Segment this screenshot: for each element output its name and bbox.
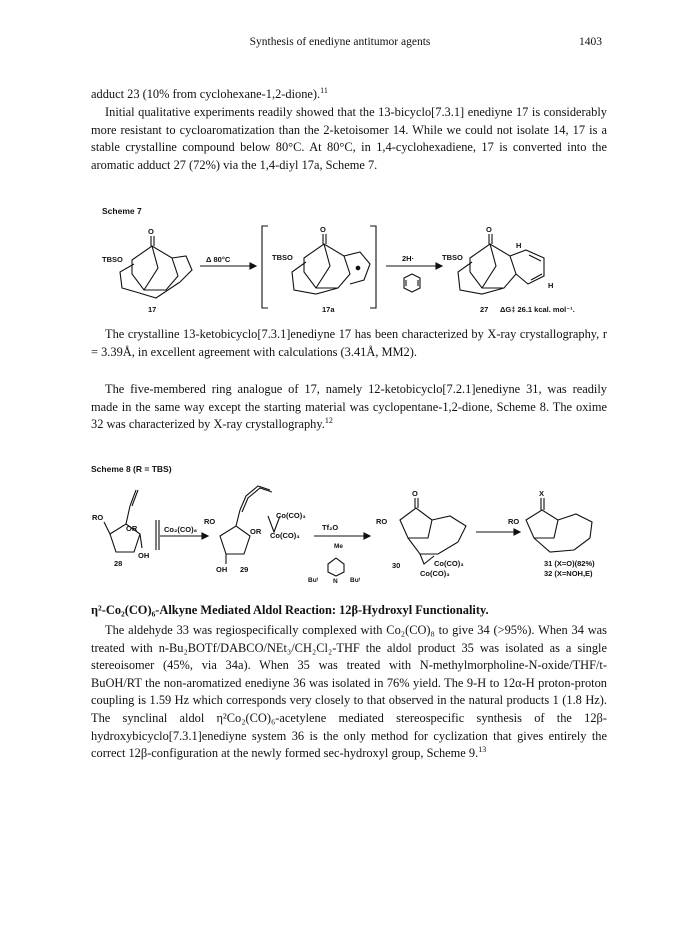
structure-28: [104, 490, 142, 552]
para2-text: Initial qualitative experiments readily showed that the 13-bicyclo[7.3.1] enediyne 17 is considerably more resistant to cycloaromatization than the 2-ketoisomer 14. While we could not isolate 14, 17 is a stable crystalline compound below 80°C. At 80°C, in 1,4-cyclohexadiene, 17 is converted into the aromatic adduct 27 (72%) via the 1,4-diyl 17a, Scheme 7.: [91, 105, 607, 172]
s7-h-top: H: [516, 241, 522, 250]
section-heading: η²-Co₂(CO)₆-Alkyne Mediated Aldol Reaction: 12β-Hydroxyl Functionality.: [91, 603, 489, 617]
s7-compound-17: 17: [148, 305, 157, 314]
paragraph-adduct: [91, 86, 607, 104]
s8-ro-29: RO: [204, 517, 216, 526]
s8-ro-31: RO: [508, 517, 520, 526]
s8-compound-32: 32 (X=NOH,E): [544, 569, 593, 578]
structure-17: [120, 236, 192, 298]
page-number: 1403: [579, 36, 602, 48]
s7-h-bottom: H: [548, 281, 554, 290]
s8-ro-30: RO: [376, 517, 388, 526]
scheme7-label: Scheme 7: [102, 206, 142, 216]
s7-bracket-right: [370, 226, 376, 308]
s7-tbso-17: TBSO: [102, 255, 123, 264]
s8-coco3-29a: Co(CO)₃: [276, 511, 306, 520]
s7-compound-17a: 17a: [322, 305, 335, 314]
s8-compound-29: 29: [240, 565, 249, 574]
paragraph-crystal-structure: [91, 326, 607, 361]
paragraph-initial-experiments: [91, 104, 607, 174]
structure-30: [400, 498, 466, 564]
s7-condition-heat: Δ 80°C: [206, 255, 231, 264]
s8-coco3-30a: Co(CO)₃: [434, 559, 464, 568]
s8-pyridine-base: [328, 558, 344, 576]
s8-tbu-left: Buᵗ: [308, 577, 319, 584]
s7-oxo-27: O: [486, 225, 492, 234]
reference-13: 13: [478, 745, 487, 755]
structure-31-32: [526, 498, 592, 552]
running-title: Synthesis of enediyne antitumor agents: [249, 36, 431, 48]
reference-12: 12: [324, 416, 333, 426]
s7-oxo-17: O: [148, 227, 154, 236]
scheme8-diagram: [90, 476, 610, 592]
s8-oh-28: OH: [138, 551, 150, 560]
s7-tbso-17a: TBSO: [272, 253, 293, 262]
s8-coco3-30b: Co(CO)₃: [420, 569, 450, 578]
paragraph-aldol: [91, 622, 607, 763]
s8-or-29: OR: [250, 527, 262, 536]
s8-or-28: OR: [126, 524, 138, 533]
s8-compound-28: 28: [114, 559, 123, 568]
s7-arrowhead-2: [436, 263, 442, 269]
s8-ro-28: RO: [92, 513, 104, 522]
s8-coco3-29b: Co(CO)₃: [270, 531, 300, 540]
s8-x: X: [539, 489, 545, 498]
structure-27: [458, 234, 544, 294]
scheme8-label: Scheme 8 (R = TBS): [91, 464, 172, 474]
s7-tbso-27: TBSO: [442, 253, 463, 262]
s8-compound-31: 31 (X=O)(82%): [544, 559, 595, 568]
s7-activation-energy: ΔG‡ 26.1 kcal. mol⁻¹.: [500, 305, 575, 314]
para3-text: The crystalline 13-ketobicyclo[7.3.1]enediyne 17 has been characterized by X-ray crystallography, r = 3.39Å, in excellent agreement with calculations (3.41Å, MM2).: [91, 327, 607, 359]
structure-29: [220, 486, 272, 564]
s7-arrowhead-1: [250, 263, 256, 269]
s8-nitrogen: N: [333, 578, 338, 585]
s8-tbu-right: Buᵗ: [350, 577, 361, 584]
s8-reagent-tf2o: Tf₂O: [322, 523, 339, 532]
adduct-line: adduct 23 (10% from cyclohexane-1,2-dione).: [91, 87, 321, 101]
s7-compound-27: 27: [480, 305, 489, 314]
s7-oxo-17a: O: [320, 225, 326, 234]
paragraph-five-membered: [91, 381, 607, 434]
structure-17a: [292, 234, 370, 294]
para5-text: The aldehyde 33 was regiospecifically complexed with Co₂(CO)₈ to give 34 (>95%). When 34 was treated with n-Bu₂BOTf/DABCO/NEt₃/CH₂Cl₂-THF the aldol product 35 was isolated as a single stereoisomer (45%, via 34a). When 35 was treated with N-methylmorpholine-N-oxide/THF/t-BuOH/RT the non-aromatized enediyne 36 was isolated in 76% yield. The 9-H to 12α-H proton-proton coupling is 1.59 Hz which corresponds very closely to that observed in the natural products 1 (1.8 Hz). The synclinal aldol η²Co₂(CO)₆-acetylene mediated stereospecific synthesis of the 12β-hydroxybicyclo[7.3.1]enediyne system 36 is the only method for cyclization that gives entirely the correct 12β-configuration at the newly formed sec-hydroxyl group, Scheme 9.: [91, 623, 607, 761]
page-header: [0, 36, 680, 52]
s8-reagent-co2co8: Co₂(CO)₈: [164, 525, 198, 534]
scheme7-diagram: [96, 218, 616, 318]
s8-oxo-30: O: [412, 489, 418, 498]
s8-compound-30: 30: [392, 561, 401, 570]
s7-condition-2h: 2H·: [402, 254, 415, 263]
s8-me: Me: [334, 543, 344, 550]
s8-oh-29: OH: [216, 565, 228, 574]
para4-text: The five-membered ring analogue of 17, namely 12-ketobicyclo[7.2.1]enediyne 31, was readily made in the same way except the starting material was cyclopentane-1,2-dione, Scheme 8. The oxime 32 was characterized by X-ray crystallography.: [91, 382, 607, 432]
reference-11: 11: [320, 85, 328, 95]
s7-bracket-left: [262, 226, 268, 308]
